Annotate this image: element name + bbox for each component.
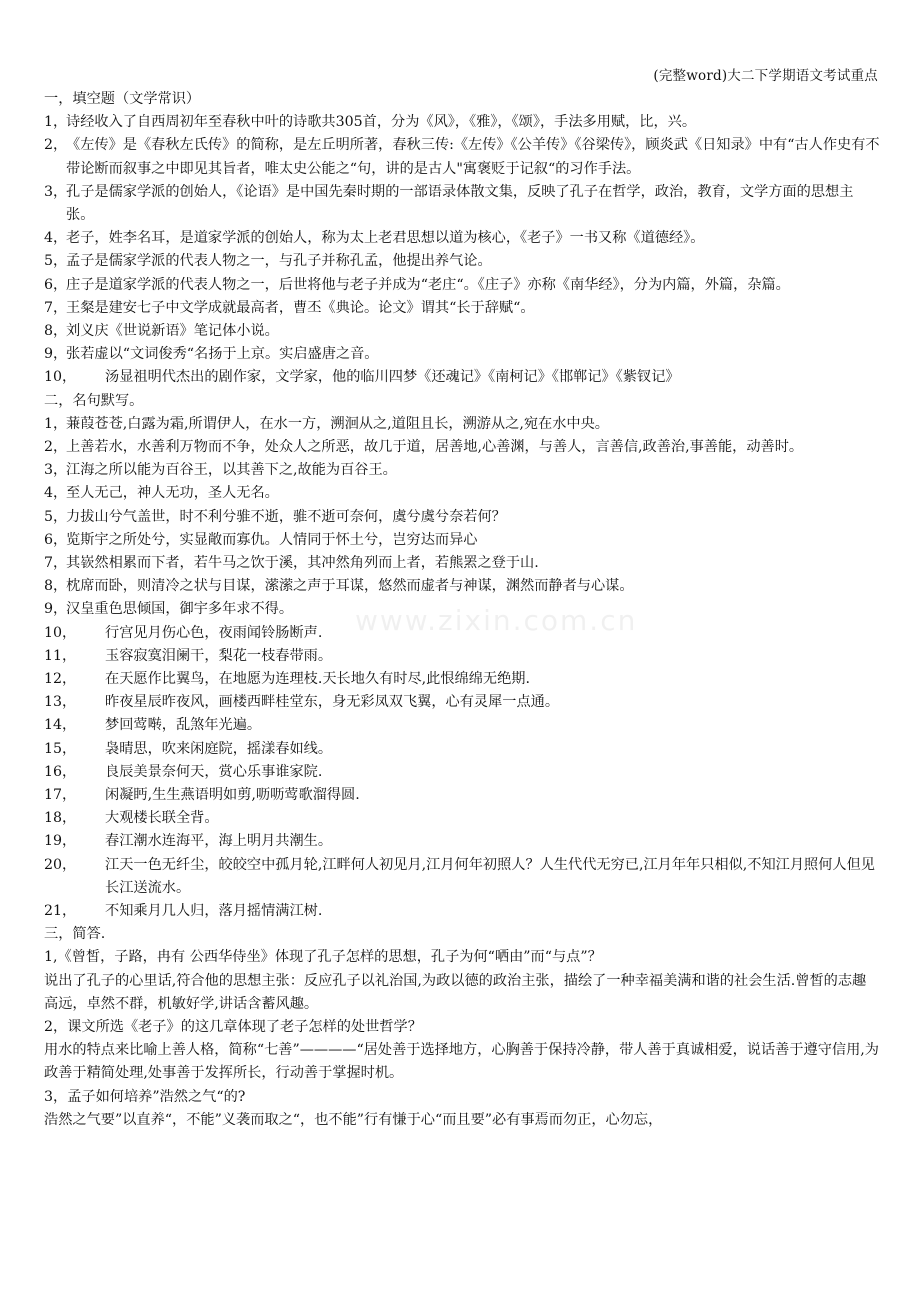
list-item: [44, 506, 880, 529]
item-text: 庄子是道家学派的代表人物之一，后世将他与老子并成为“老庄“。《庄子》亦称《南华经》，分为内篇，外篇，杂篇。: [66, 276, 790, 293]
list-item: [44, 714, 880, 737]
item-number: 5，: [44, 508, 68, 525]
list-item: [44, 274, 880, 297]
item-text: 老子，姓李名耳，是道家学派的创始人，称为太上老君思想以道为核心，《老子》一书又称《道德经》。: [66, 230, 705, 247]
item-number: 9，: [44, 601, 68, 618]
list-item: [44, 854, 880, 900]
item-text: 《左传》是《春秋左氏传》的简称，是左丘明所著，春秋三传:《左传》《公羊传》《谷梁传》，顾炎武《日知录》中有“古人作史有不带论断而叙事之中即见其旨者，唯太史公能之“句，讲的是古人"寓褒贬于记叙“的习作手法。: [66, 137, 880, 177]
item-number: 3，: [44, 462, 68, 479]
list-item: [44, 830, 880, 853]
list-item: [44, 436, 880, 459]
item-text: 江海之所以能为百谷王，以其善下之,故能为百谷王。: [66, 462, 397, 479]
question: 3，孟子如何培养”浩然之气“的?: [44, 1088, 246, 1105]
list-item: [44, 413, 880, 436]
item-number: 1，: [44, 114, 68, 131]
item-number: 2，: [44, 137, 68, 154]
section-title: 一，填空题（文学常识）: [44, 91, 201, 107]
answer: 浩然之气要”以直养“，不能”义袭而取之“，也不能”行有慊于心“而且要”必有事焉而勿正，心勿忘，: [44, 1111, 663, 1128]
item-text: 闲凝眄,生生燕语明如剪,呖呖莺歌溜得圆.: [105, 787, 360, 804]
item-number: 4，: [44, 485, 68, 502]
section-title: 二，名句默写。: [44, 392, 144, 409]
item-number: 13，: [44, 694, 77, 711]
list-item: [44, 784, 880, 807]
list-item: [44, 761, 880, 784]
item-text: 在天愿作比翼鸟，在地愿为连理枝.天长地久有时尽,此恨绵绵无绝期.: [105, 671, 530, 688]
item-text: 行宫见月伤心色，夜雨闻铃肠断声.: [105, 624, 323, 641]
list-item: [44, 738, 880, 761]
item-text: 刘义庆《世说新语》笔记体小说。: [66, 323, 279, 340]
item-text: 枕席而卧，则清冷之状与目谋，潆潆之声于耳谋，悠然而虚者与神谋，渊然而静者与心谋。: [66, 578, 634, 595]
item-number: 7，: [44, 555, 68, 572]
item-number: 9，: [44, 346, 68, 363]
item-number: 18，: [44, 810, 77, 827]
item-number: 14，: [44, 717, 77, 734]
item-text: 诗经收入了自西周初年至春秋中叶的诗歌共305首，分为《风》，《雅》，《颂》，手法多用赋，比，兴。: [66, 114, 697, 131]
fill-in-list: [44, 111, 880, 389]
item-text: 览斯宇之所处兮，实显敞而寡仇。人情同于怀土兮，岂穷达而异心: [66, 531, 478, 548]
list-item: [44, 250, 880, 273]
list-item: [44, 529, 880, 552]
list-item: [44, 691, 880, 714]
list-item: [44, 181, 880, 227]
item-number: 20，: [44, 856, 77, 873]
question: 1,《曾皙，子路，冉有 公西华侍坐》体现了孔子怎样的思想，孔子为何“哂由”而“与点”？: [44, 949, 602, 966]
item-number: 11，: [44, 647, 77, 664]
item-number: 8，: [44, 578, 68, 595]
item-number: 5，: [44, 253, 68, 270]
list-item: [44, 482, 880, 505]
list-item: [44, 645, 880, 668]
list-item: [44, 900, 880, 923]
item-text: 张若虚以“文词俊秀“名扬于上京。实启盛唐之音。: [66, 346, 379, 363]
item-text: 其嵚然相累而下者，若牛马之饮于溪，其冲然角列而上者，若熊罴之登于山.: [66, 555, 539, 572]
list-item: [44, 622, 880, 645]
item-text: 孔子是儒家学派的创始人，《论语》是中国先秦时期的一部语录体散文集，反映了孔子在哲学，政治，教育，文学方面的思想主张。: [66, 183, 854, 223]
item-number: 15，: [44, 740, 77, 757]
item-text: 梦回莺啭，乱煞年光遍。: [105, 717, 262, 734]
item-text: 玉容寂寞泪阑干，梨花一枝春带雨。: [105, 647, 333, 664]
item-text: 不知乘月几人归，落月摇情满江树.: [105, 903, 323, 920]
item-number: 10，: [44, 624, 77, 641]
item-text: 良辰美景奈何天，赏心乐事谁家院.: [105, 763, 323, 780]
item-number: 17，: [44, 787, 77, 804]
item-number: 21，: [44, 903, 77, 920]
answer: 用水的特点来比喻上善人格，简称“七善”————“居处善于选择地方，心胸善于保持冷静，带人善于真诚相爱，说话善于遵守信用,为政善于精简处理,处事善于发挥所长，行动善于掌握时机。: [44, 1042, 879, 1082]
item-number: 12，: [44, 671, 77, 688]
item-text: 力拔山兮气盖世，时不利兮骓不逝，骓不逝可奈何，虞兮虞兮奈若何？: [66, 508, 506, 525]
item-text: 袅晴思，吹来闲庭院，摇漾春如线。: [105, 740, 333, 757]
item-number: 1，: [44, 415, 68, 432]
question: 2，课文所选《老子》的这几章体现了老子怎样的处世哲学？: [44, 1019, 422, 1036]
item-text: 春江潮水连海平，海上明月共潮生。: [105, 833, 333, 850]
item-text: 至人无己，神人无功，圣人无名。: [66, 485, 279, 502]
list-item: [44, 111, 880, 134]
item-text: 孟子是儒家学派的代表人物之一，与孔子并称孔孟，他提出养气论。: [66, 253, 492, 270]
item-text: 汤显祖明代杰出的剧作家，文学家，他的临川四梦《还魂记》《南柯记》《邯郸记》《紫钗记》: [105, 369, 680, 386]
list-item: [44, 227, 880, 250]
list-item: [44, 343, 880, 366]
item-text: 大观楼长联全背。: [105, 810, 219, 827]
section-title: 三，简答.: [44, 926, 106, 943]
item-number: 3，: [44, 183, 68, 200]
item-number: 6，: [44, 276, 68, 293]
short-answer-list: [44, 946, 880, 1132]
list-item: [44, 459, 880, 482]
item-number: 2，: [44, 439, 68, 456]
item-number: 16，: [44, 763, 77, 780]
list-item: [44, 668, 880, 691]
item-text: 昨夜星辰昨夜风，画楼西畔桂堂东，身无彩凤双飞翼，心有灵犀一点通。: [105, 694, 560, 711]
quote-list: [44, 413, 880, 923]
document-body: [44, 88, 880, 1132]
item-number: 7，: [44, 299, 68, 316]
item-text: 江天一色无纤尘，皎皎空中孤月轮,江畔何人初见月,江月何年初照人？人生代代无穷已,江月年年只相似,不知江月照何人但见长江送流水。: [105, 856, 875, 896]
list-item: [44, 320, 880, 343]
item-number: 4，: [44, 230, 68, 247]
answer: 说出了孔子的心里话,符合他的思想主张：反应孔子以礼治国,为政以德的政治主张，描绘了一种幸福美满和谐的社会生活.曾皙的志趣高远，卓然不群，机敏好学,讲话含蓄风趣。: [44, 972, 867, 1012]
watermark: www.zixin.com.cn: [355, 604, 638, 637]
list-item: [44, 598, 880, 621]
list-item: [44, 807, 880, 830]
list-item: [44, 575, 880, 598]
item-text: 蒹葭苍苍,白露为霜,所谓伊人，在水一方，溯洄从之,道阻且长，溯游从之,宛在水中央。: [66, 415, 609, 432]
item-number: 10，: [44, 369, 77, 386]
page-header: (完整word)大二下学期语文考试重点: [653, 68, 878, 84]
item-number: 6，: [44, 531, 68, 548]
item-text: 王粲是建安七子中文学成就最高者，曹丕《典论。论文》谓其“长于辞赋“。: [66, 299, 535, 316]
list-item: [44, 134, 880, 180]
list-item: [44, 366, 880, 389]
item-text: 上善若水，水善利万物而不争，处众人之所恶，故几于道，居善地,心善渊，与善人，言善信,政善治,事善能，动善时。: [66, 439, 804, 456]
item-text: 汉皇重色思倾国，御宇多年求不得。: [66, 601, 294, 618]
item-number: 8，: [44, 323, 68, 340]
list-item: [44, 297, 880, 320]
list-item: [44, 552, 880, 575]
item-number: 19，: [44, 833, 77, 850]
